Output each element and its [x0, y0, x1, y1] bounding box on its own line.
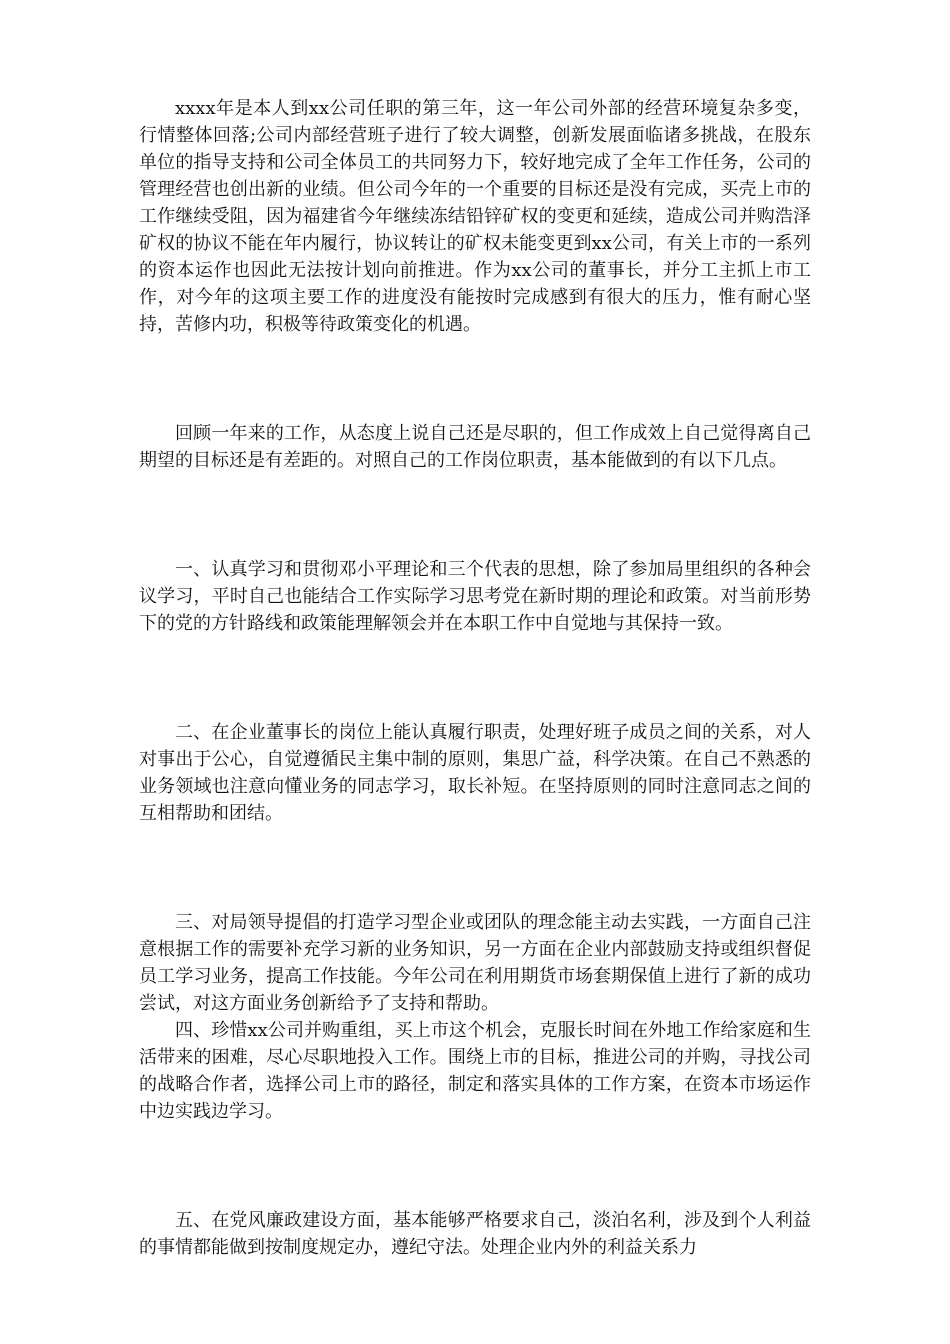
paragraph-point-two: 二、在企业董事长的岗位上能认真履行职责，处理好班子成员之间的关系，对人对事出于公心，自觉遵循民主集中制的原则，集思广益，科学决策。在自己不熟悉的业务领域也注意向懂业务的同志学习，取长补短。在坚持原则的同时注意同志之间的互相帮助和团结。: [139, 722, 811, 824]
paragraph-review: 回顾一年来的工作，从态度上说自己还是尽职的，但工作成效上自己觉得离自己期望的目标还是有差距的。对照自己的工作岗位职责，基本能做到的有以下几点。: [139, 423, 811, 471]
paragraph-intro: xxxx年是本人到xx公司任职的第三年，这一年公司外部的经营环境复杂多变，行情整体回落;公司内部经营班子进行了较大调整，创新发展面临诸多挑战，在股东单位的指导支持和公司全体员工的共同努力下，较好地完成了全年工作任务，公司的管理经营也创出新的业绩。但公司今年的一个重要的目标还是没有完成，买壳上市的工作继续受阻，因为福建省今年继续冻结铅锌矿权的变更和延续，造成公司并购浩泽矿权的协议不能在年内履行，协议转让的矿权未能变更到xx公司，有关上市的一系列的资本运作也因此无法按计划向前推进。作为xx公司的董事长，并分工主抓上市工作，对今年的这项主要工作的进度没有能按时完成感到有很大的压力，惟有耐心坚持，苦修内功，积极等待政策变化的机遇。: [139, 98, 811, 335]
document-body: [139, 95, 811, 1261]
paragraph-point-five: 五、在党风廉政建设方面，基本能够严格要求自己，淡泊名利，涉及到个人利益的事情都能做到按制度规定办，遵纪守法。处理企业内外的利益关系力: [139, 1210, 811, 1258]
paragraph-point-one: 一、认真学习和贯彻邓小平理论和三个代表的思想，除了参加局里组织的各种会议学习，平时自己也能结合工作实际学习思考党在新时期的理论和政策。对当前形势下的党的方针路线和政策能理解领会并在本职工作中自觉地与其保持一致。: [139, 559, 811, 634]
paragraph-point-three: 三、对局领导提倡的打造学习型企业或团队的理念能主动去实践，一方面自己注意根据工作的需要补充学习新的业务知识，另一方面在企业内部鼓励支持或组织督促员工学习业务，提高工作技能。今年公司在利用期货市场套期保值上进行了新的成功尝试，对这方面业务创新给予了支持和帮助。: [139, 912, 811, 1014]
paragraph-point-four: 四、珍惜xx公司并购重组，买上市这个机会，克服长时间在外地工作给家庭和生活带来的困难，尽心尽职地投入工作。围绕上市的目标，推进公司的并购，寻找公司的战略合作者，选择公司上市的路径，制定和落实具体的工作方案，在资本市场运作中边实践边学习。: [139, 1020, 811, 1122]
